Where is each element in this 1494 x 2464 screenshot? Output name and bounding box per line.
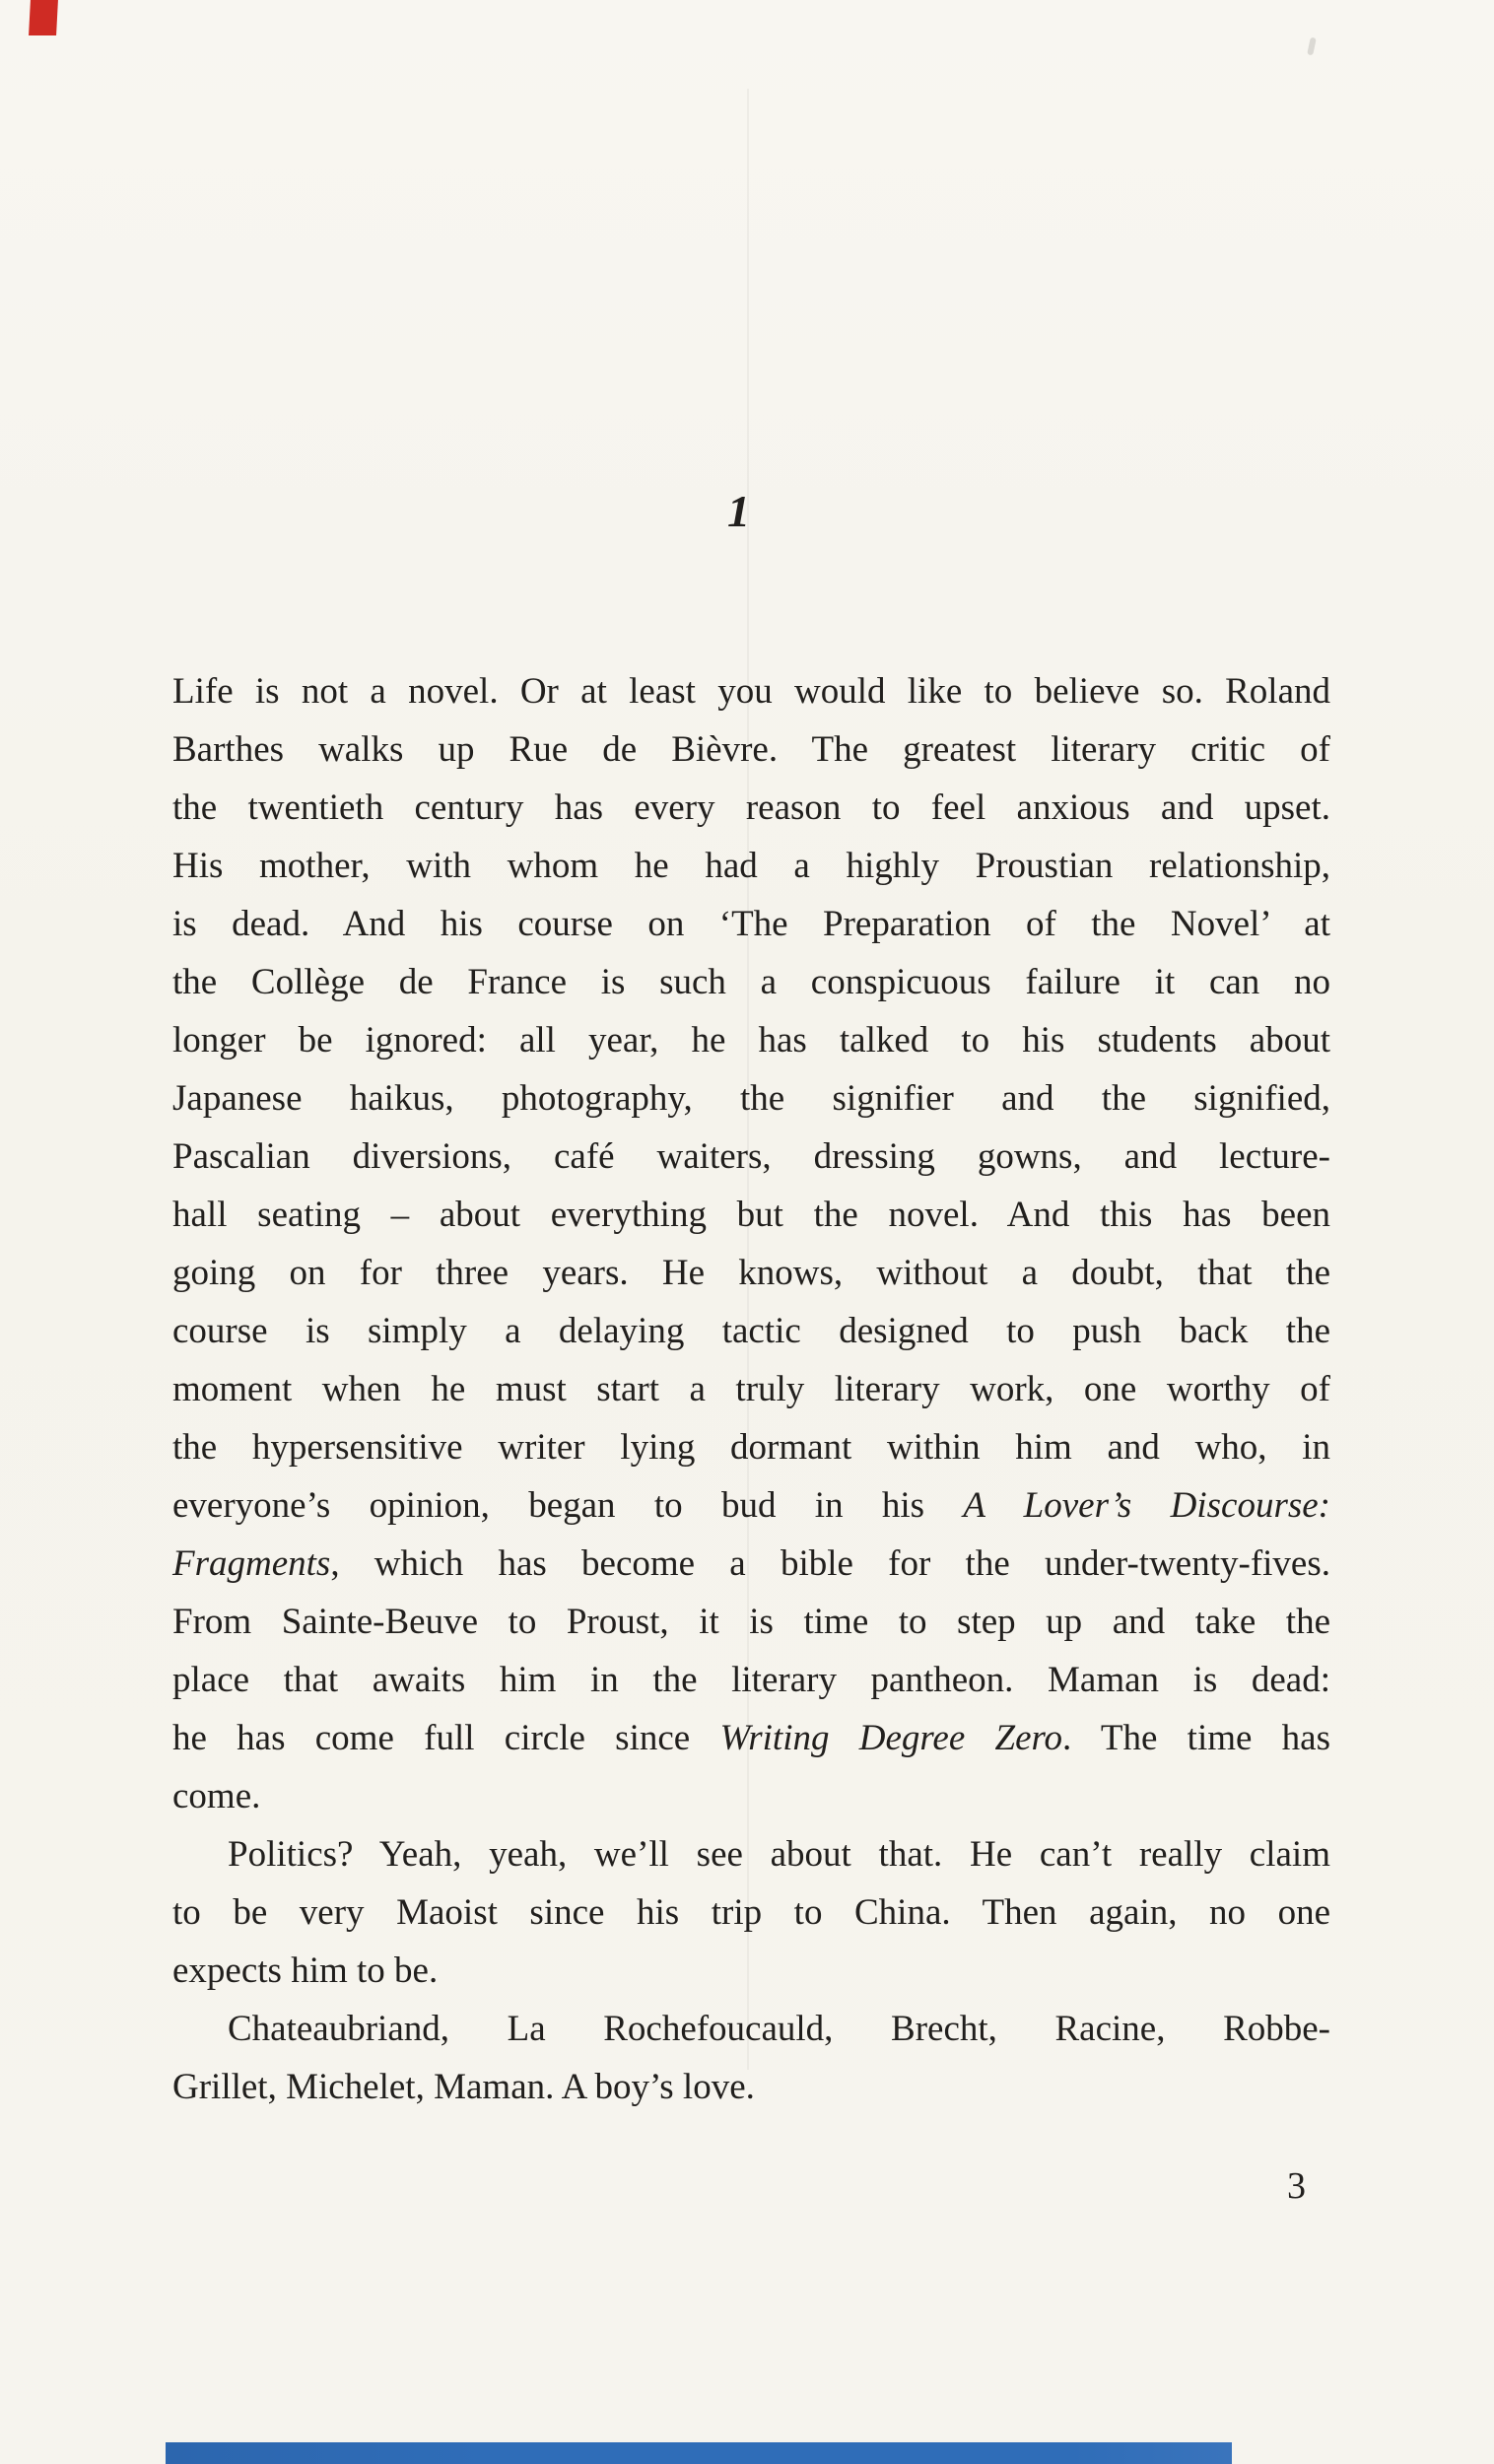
text-line <box>172 1767 1330 1825</box>
text-segment: longer be ignored: all year, he has talked to his students about <box>172 1020 1330 1061</box>
text-segment: Chateaubriand, La Rochefoucauld, Brecht, Racine, Robbe- <box>228 2009 1330 2049</box>
text-segment: the twentieth century has every reason to feel anxious and upset. <box>172 787 1330 828</box>
text-line <box>172 1593 1330 1651</box>
text-line <box>172 1069 1330 1128</box>
paragraph <box>172 1825 1330 2000</box>
text-line <box>172 1883 1330 1942</box>
text-line <box>172 895 1330 953</box>
text-segment: Life is not a novel. Or at least you would like to believe so. Roland <box>172 671 1330 712</box>
text-line <box>172 1418 1330 1476</box>
text-segment: the Collège de France is such a conspicuous failure it can no <box>172 962 1330 1002</box>
text-segment: everyone’s opinion, began to bud in his <box>172 1485 964 1526</box>
body-text <box>172 662 1330 2116</box>
text-line <box>172 1535 1330 1593</box>
text-line <box>172 1709 1330 1767</box>
text-line <box>172 1128 1330 1186</box>
text-line <box>172 837 1330 895</box>
text-line <box>172 662 1330 720</box>
text-line <box>172 1302 1330 1360</box>
text-line <box>172 2058 1330 2116</box>
text-segment: come. <box>172 1776 261 1816</box>
text-segment: is dead. And his course on ‘The Preparation of the Novel’ at <box>172 904 1330 944</box>
text-line <box>172 1942 1330 2000</box>
text-line <box>172 1651 1330 1709</box>
text-segment: to be very Maoist since his trip to China. Then again, no one <box>172 1892 1330 1933</box>
text-line <box>172 720 1330 779</box>
paragraph <box>172 662 1330 1825</box>
scan-blue-edge-strip <box>166 2442 1232 2464</box>
text-segment: hall seating – about everything but the novel. And this has been <box>172 1195 1330 1235</box>
text-segment: moment when he must start a truly literary work, one worthy of <box>172 1369 1330 1409</box>
text-line <box>172 1476 1330 1535</box>
italic-text-segment: Writing Degree Zero <box>719 1718 1063 1758</box>
text-line <box>172 2000 1330 2058</box>
text-segment: the hypersensitive writer lying dormant within him and who, in <box>172 1427 1330 1468</box>
scan-red-edge-mark <box>29 0 58 35</box>
text-line <box>172 1011 1330 1069</box>
paragraph <box>172 2000 1330 2116</box>
text-line <box>172 953 1330 1011</box>
text-segment: Politics? Yeah, yeah, we’ll see about that. He can’t really claim <box>228 1834 1330 1875</box>
text-segment: Pascalian diversions, café waiters, dressing gowns, and lecture- <box>172 1136 1330 1177</box>
text-segment: course is simply a delaying tactic designed to push back the <box>172 1311 1330 1351</box>
text-segment: From Sainte-Beuve to Proust, it is time to step up and take the <box>172 1602 1330 1642</box>
text-segment: Barthes walks up Rue de Bièvre. The greatest literary critic of <box>172 729 1330 770</box>
text-line <box>172 1360 1330 1418</box>
text-segment: expects him to be. <box>172 1951 439 1991</box>
text-segment: . The time has <box>1062 1718 1331 1758</box>
chapter-number: 1 <box>727 486 751 536</box>
text-line <box>172 1244 1330 1302</box>
italic-text-segment: Fragments <box>172 1543 331 1584</box>
text-segment: place that awaits him in the literary pantheon. Maman is dead: <box>172 1660 1330 1700</box>
text-line <box>172 1825 1330 1883</box>
text-segment: , which has become a bible for the under-twenty-fives. <box>330 1543 1330 1584</box>
scan-smudge-mark <box>1307 37 1317 56</box>
text-segment: he has come full circle since <box>172 1718 720 1758</box>
page-number: 3 <box>1287 2165 1306 2207</box>
text-segment: Grillet, Michelet, Maman. A boy’s love. <box>172 2067 755 2107</box>
text-segment: His mother, with whom he had a highly Proustian relationship, <box>172 846 1330 886</box>
text-segment: Japanese haikus, photography, the signifier and the signified, <box>172 1078 1330 1119</box>
text-line <box>172 1186 1330 1244</box>
text-line <box>172 779 1330 837</box>
text-segment: going on for three years. He knows, without a doubt, that the <box>172 1253 1330 1293</box>
italic-text-segment: A Lover’s Discourse: <box>963 1485 1330 1526</box>
